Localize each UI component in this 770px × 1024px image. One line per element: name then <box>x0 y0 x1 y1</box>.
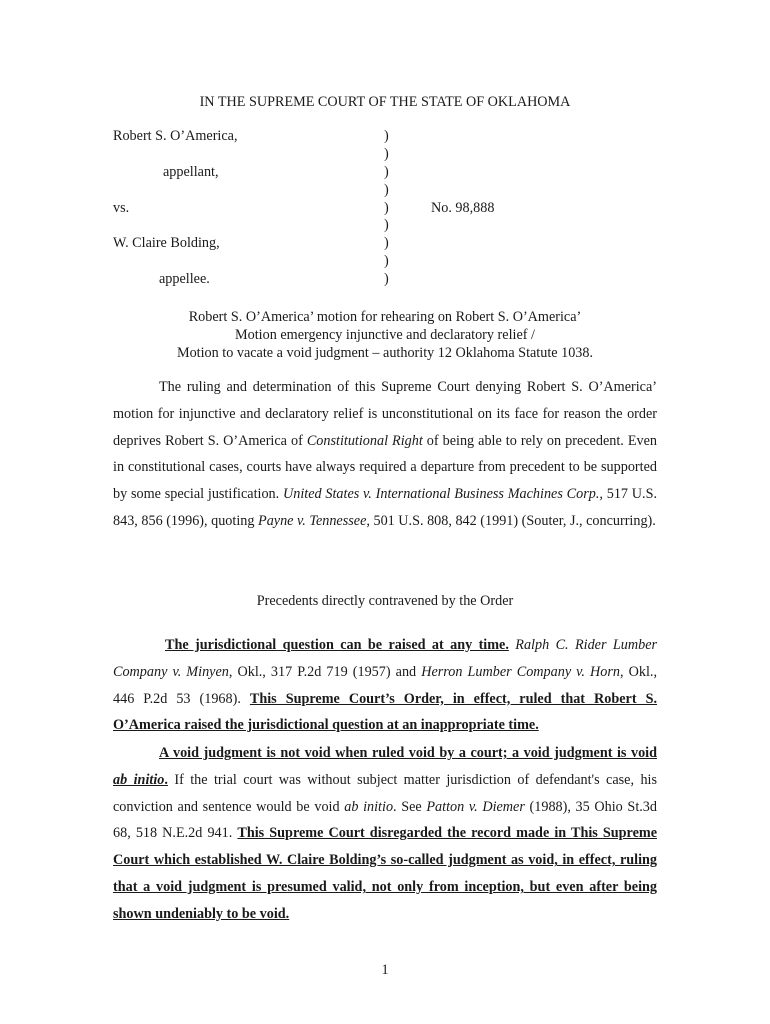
appellee-name: W. Claire Bolding, <box>113 235 220 252</box>
appellant-role: appellant, <box>163 163 219 180</box>
text-run-italic: United States v. International Business Machines Corp., <box>282 486 603 503</box>
motion-title-line: Motion to vacate a void judgment – authority 12 Oklahoma Statute 1038. <box>176 345 594 362</box>
versus-label: vs. <box>113 199 130 216</box>
page-number: 1 <box>381 962 389 978</box>
text-run: The ruling and determination of this Supreme Court denying Robert S. O’America’ motion for injunctive and declaratory relief is unconstitutional on its face for reason the order deprives Robert S. O’America of <box>113 379 657 449</box>
motion-title <box>0 308 770 363</box>
caption-row <box>113 146 673 164</box>
text-run: , Okl., 317 P.2d 719 (1957) and <box>228 663 422 680</box>
caption-row <box>113 182 673 200</box>
text-run: If the trial court was without subject matter jurisdiction of defendant's case, his conviction and sentence would be void <box>113 771 657 815</box>
motion-title-line: Robert S. O’America’ motion for rehearing on Robert S. O’America’ <box>188 309 582 325</box>
text-run-italic: Patton v. Diemer <box>426 798 525 815</box>
text-run: . See <box>393 798 427 815</box>
text-run-italic: Payne v. Tennessee, <box>258 512 370 529</box>
text-run-italic: Ralph C. Rider Lumber Company v. Minyen <box>113 637 658 680</box>
section-heading: Precedents directly contravened by the Order <box>256 593 514 609</box>
motion-title-line: Motion emergency injunctive and declaratory relief / <box>235 327 535 344</box>
text-run-bold-underline: The jurisdictional question can be raised at any time. <box>165 637 509 653</box>
paragraph-void-judgment <box>113 740 657 928</box>
caption-paren: ) <box>384 217 389 234</box>
text-run-bold-underline: This Supreme Court disregarded the record made in This Supreme Court which established W. Claire Bolding’s so-called judgment as void, in effect, ruling that a void judgment is presumed valid, not only from inception, but even after being shown undeniably to be void. <box>113 825 657 922</box>
caption-row <box>113 253 673 271</box>
text-run: 517 U.S. 843, 856 (1996), quoting <box>113 486 658 529</box>
caption-paren: ) <box>384 253 389 270</box>
caption-paren: ) <box>384 145 389 162</box>
caption-paren: ) <box>384 163 389 180</box>
text-run: 501 U.S. 808, 842 (1991) (Souter, J., concurring). <box>369 512 656 529</box>
appellee-role: appellee. <box>159 271 210 288</box>
caption-row <box>113 235 673 253</box>
text-run: of being able to rely on precedent. Even in constitutional cases, courts have always required a departure from precedent to be supported by some special justification. <box>113 432 657 503</box>
text-run: (1988), 35 Ohio St.3d 68, 518 N.E.2d 941. <box>113 798 657 842</box>
case-number: No. 98,888 <box>431 199 495 216</box>
text-run-bold-underline: This Supreme Court’s Order, in effect, ruled that Robert S. O’America raised the jurisdictional question at an inappropriate time. <box>113 690 658 734</box>
text-run-italic: ab initio <box>344 798 394 815</box>
caption-row <box>113 164 673 182</box>
caption-paren: ) <box>384 128 389 144</box>
paragraph-jurisdiction <box>113 632 657 739</box>
text-run-italic: Herron Lumber Company v. Horn <box>421 663 620 680</box>
text-run-italic: Constitutional Right <box>306 432 423 449</box>
text-run: , Okl., 446 P.2d 53 (1968). <box>113 663 657 707</box>
caption-row <box>113 200 673 218</box>
text-run-bold-underline: . <box>164 771 168 788</box>
caption-paren: ) <box>384 181 389 198</box>
caption-paren: ) <box>384 235 389 252</box>
paragraph-ruling <box>113 374 657 535</box>
text-run-bold-underline: A void judgment is not void when ruled void by a court; a void judgment is void <box>159 745 657 761</box>
caption-paren: ) <box>384 271 389 288</box>
caption-row <box>113 217 673 235</box>
court-title: IN THE SUPREME COURT OF THE STATE OF OKLAHOMA <box>199 94 571 110</box>
caption-row <box>113 271 673 289</box>
text-run-bold-italic-underline: ab initio <box>113 771 165 788</box>
caption-row <box>113 128 673 146</box>
case-caption <box>113 128 673 289</box>
caption-paren: ) <box>384 199 389 216</box>
appellant-name: Robert S. O’America, <box>113 128 238 144</box>
